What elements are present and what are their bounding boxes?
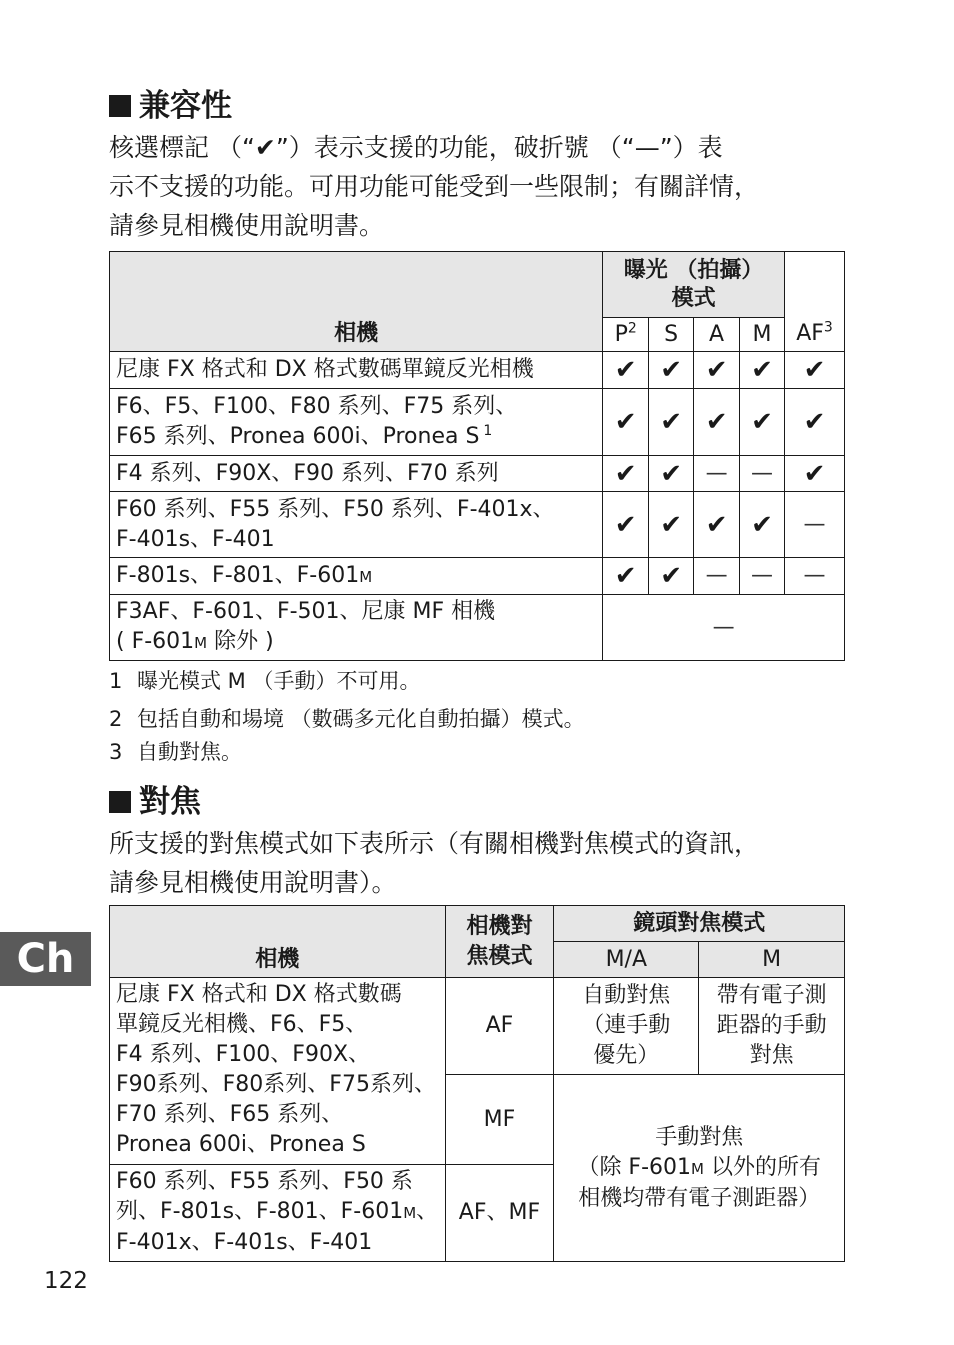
table-row: F-801s、F-801、F-601M ✔ ✔ — — —	[110, 558, 845, 595]
square-bullet-icon	[109, 791, 131, 813]
header-ma: M/A	[554, 942, 699, 978]
table-row: F60 系列、F55 系列、F50 系 列、F-801s、F-801、F-601M、 F-401x、F-401s、F-401 AF、MF	[110, 1165, 845, 1262]
header-lens-focus-mode: 鏡頭對焦模式	[554, 906, 845, 942]
table-row: F4 系列、F90X、F90 系列、F70 系列 ✔ ✔ — — ✔	[110, 456, 845, 492]
section-title-focus: 對焦	[109, 784, 201, 820]
header-a: A	[694, 318, 740, 352]
table-row: 尼康 FX 格式和 DX 格式數碼單鏡反光相機 ✔ ✔ ✔ ✔ ✔	[110, 352, 845, 389]
page-number: 122	[44, 1268, 88, 1294]
manual-focus-cell: 手動對焦 （除 F-601M 以外的所有 相機均帶有電子測距器）	[554, 1075, 845, 1262]
header-m: M	[699, 942, 845, 978]
footnote-1: 1 曝光模式 M （手動）不可用。	[109, 669, 421, 693]
table-row: F3AF、F-601、F-501、尼康 MF 相機 ( F-601M 除外 ) —	[110, 595, 845, 661]
table-row: 尼康 FX 格式和 DX 格式數碼 單鏡反光相機、F6、F5、 F4 系列、F100、F90X、 F90系列、F80系列、F75系列、 F70 系列、F65 系列、 Pronea 600i、Pronea S AF 自動對焦 （連手動 優先） 帶有電子測 距器的手動 對焦	[110, 978, 845, 1075]
header-camera-focus-mode: 相機對 焦模式	[445, 906, 554, 978]
camera-group-1: 尼康 FX 格式和 DX 格式數碼 單鏡反光相機、F6、F5、 F4 系列、F100、F90X、 F90系列、F80系列、F75系列、 F70 系列、F65 系列、 Pronea 600i、Pronea S	[110, 978, 446, 1165]
camera-group-2: F60 系列、F55 系列、F50 系 列、F-801s、F-801、F-601M、 F-401x、F-401s、F-401	[110, 1165, 446, 1262]
compatibility-table	[109, 251, 845, 661]
compatibility-intro: 核選標記 （“✔”）表示支援的功能，破折號 （“—”）表 示不支援的功能。可用功能可能受到一些限制；有關詳情， 請參見相機使用說明書。	[109, 133, 760, 240]
footnote-3: 3 自動對焦。	[109, 740, 242, 764]
header-exposure-mode: 曝光 （拍攝） 模式	[603, 252, 785, 318]
header-camera: 相機	[110, 906, 446, 978]
table-row: F60 系列、F55 系列、F50 系列、F-401x、 F-401s、F-401 ✔ ✔ ✔ ✔ —	[110, 492, 845, 558]
focus-intro: 所支援的對焦模式如下表所示（有關相機對焦模式的資訊， 請參見相機使用說明書）。	[109, 829, 760, 897]
table-row: MF 手動對焦 （除 F-601M 以外的所有 相機均帶有電子測距器）	[110, 1075, 845, 1165]
focus-table	[109, 905, 845, 1262]
table-row: F6、F5、F100、F80 系列、F75 系列、 F65 系列、Pronea 600i、Pronea S $^1$ ✔ ✔ ✔ ✔ ✔	[110, 389, 845, 456]
header-af: $AF^3$	[785, 252, 845, 352]
square-bullet-icon	[109, 95, 131, 117]
header-p: $P^2$	[603, 318, 649, 352]
chapter-tab: Ch	[0, 932, 91, 986]
footnote-2: 2 包括自動和場境 （數碼多元化自動拍攝）模式。	[109, 707, 585, 731]
section-title-compatibility: 兼容性	[109, 88, 232, 124]
header-m: M	[740, 318, 785, 352]
header-camera: 相機	[110, 252, 603, 352]
header-s: S	[649, 318, 694, 352]
